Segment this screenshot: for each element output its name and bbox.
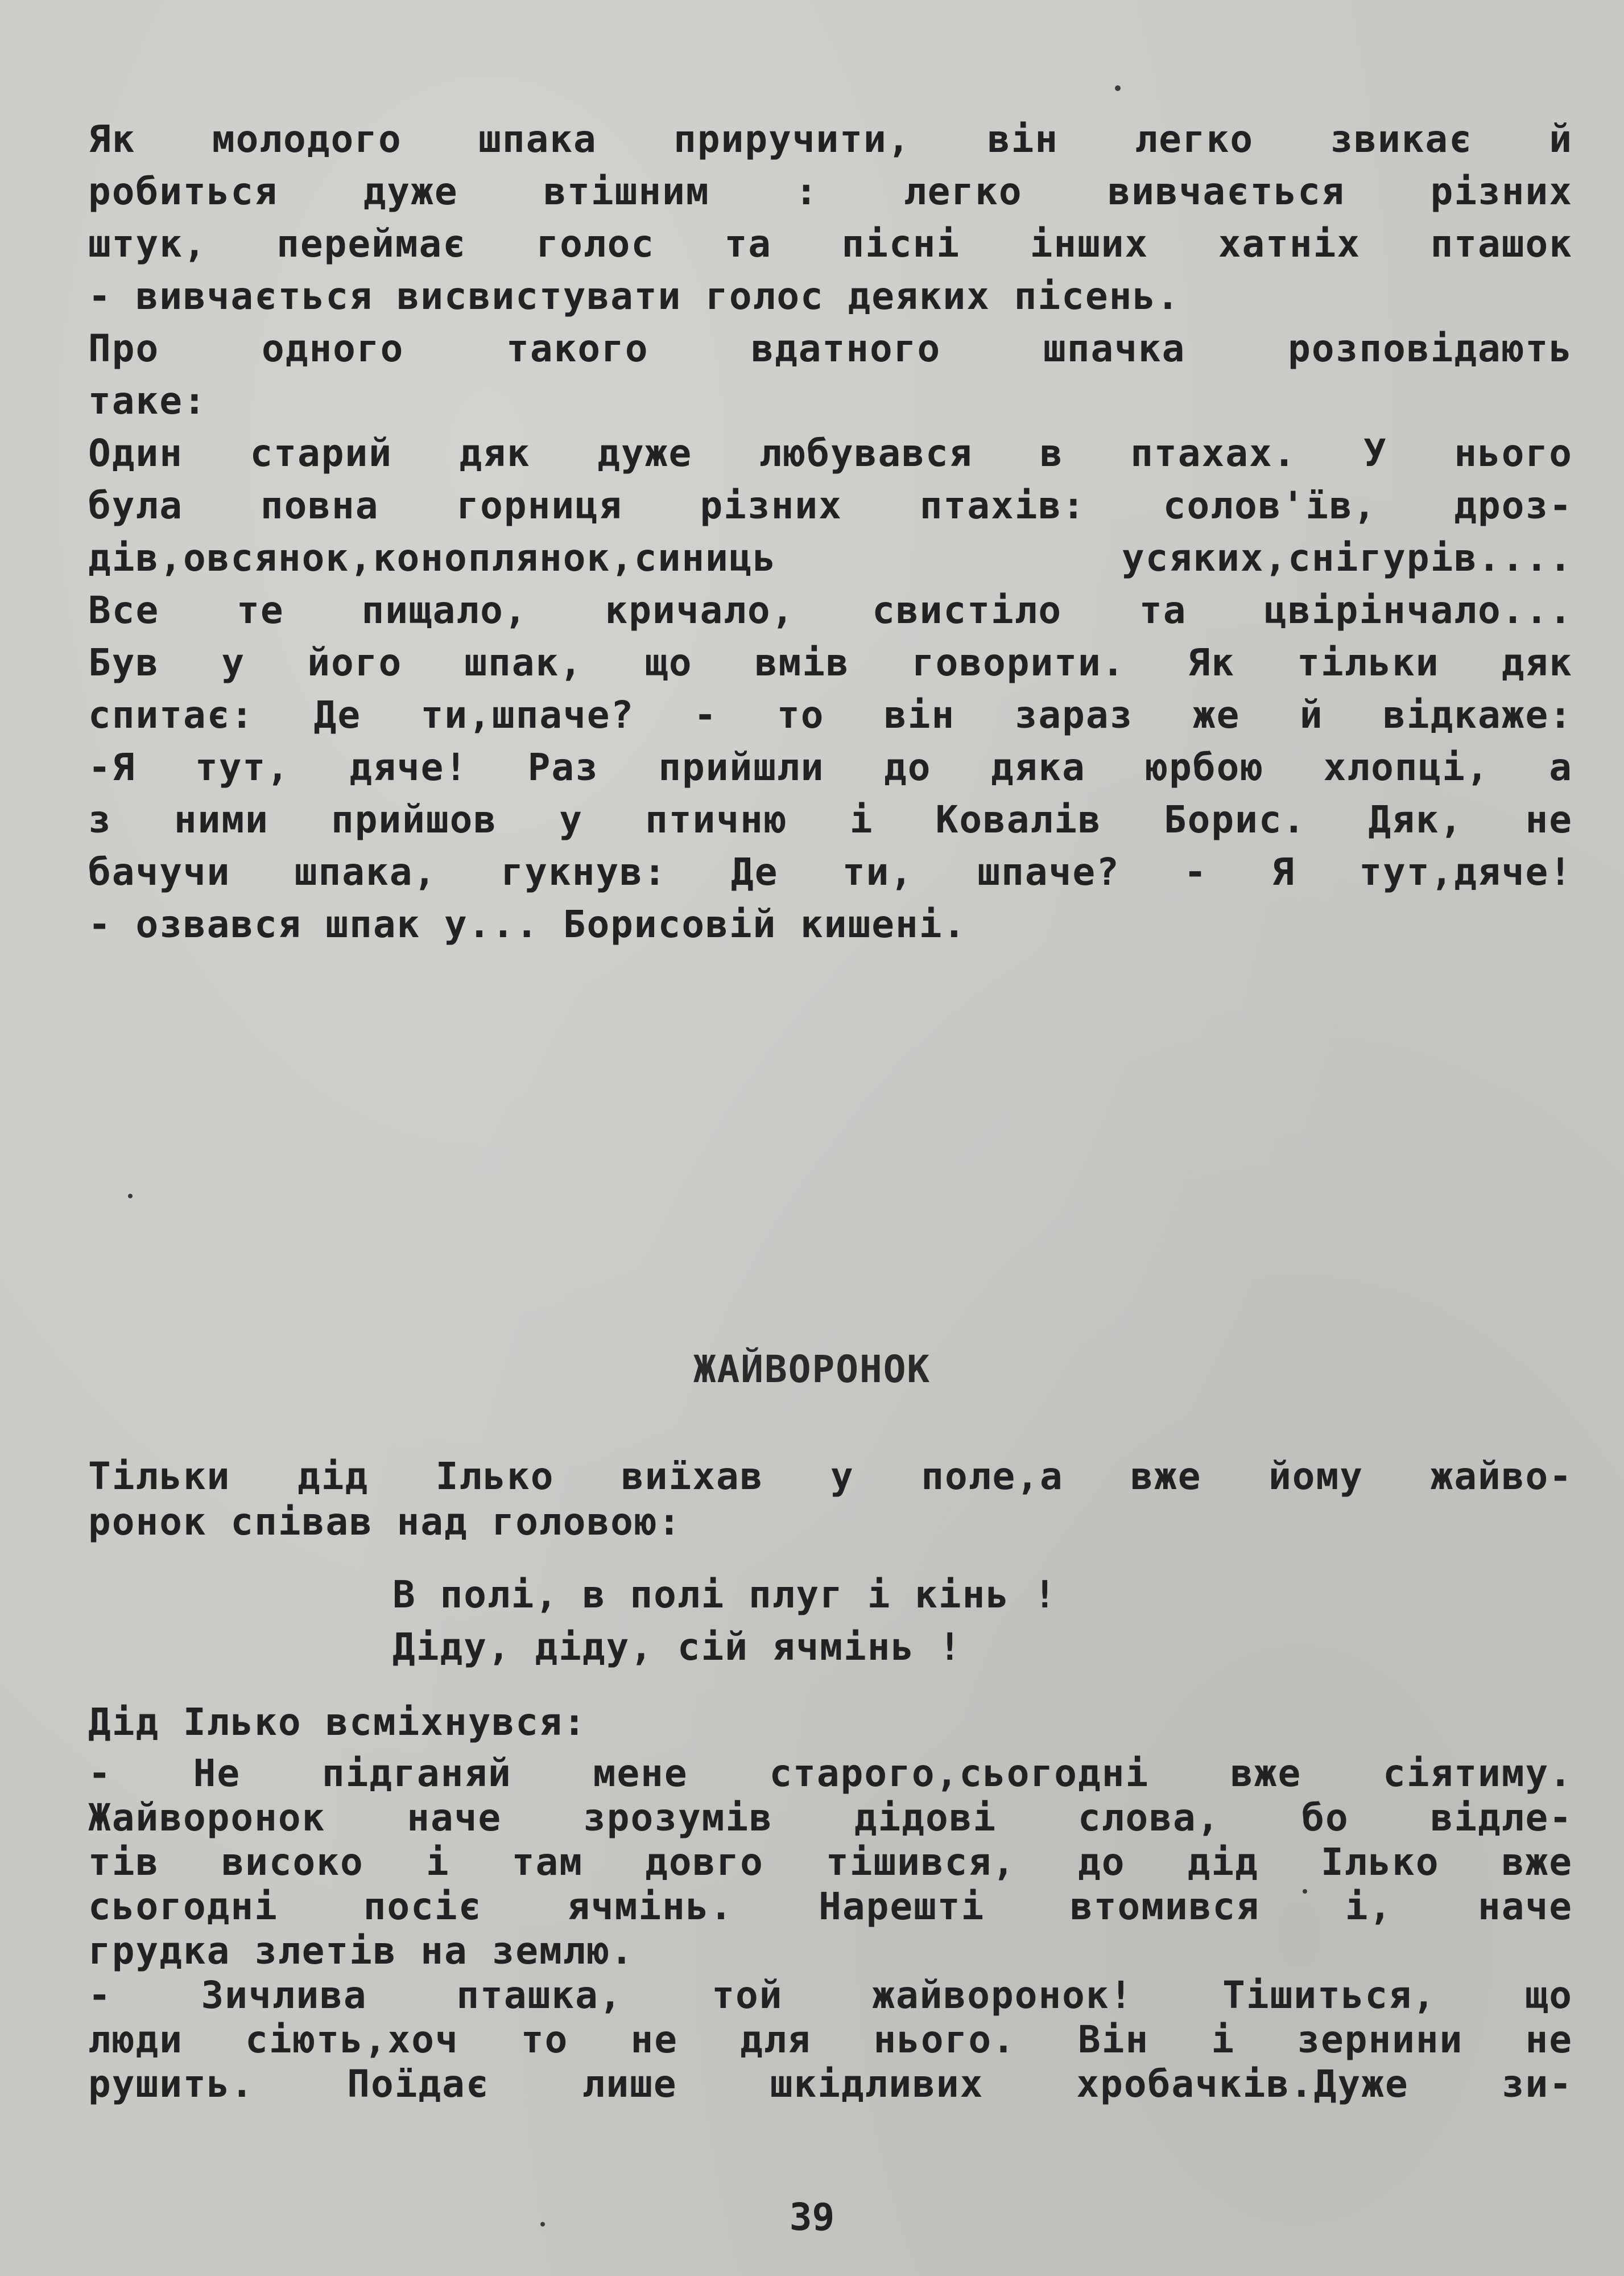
text-line: з ними прийшов у птичню і Ковалів Борис. Дяк, не <box>88 798 1573 842</box>
text-line: Жайворонок наче зрозумів дідові слова, бо відле- <box>88 1796 1573 1840</box>
verse-line: Діду, діду, сій ячмінь ! <box>392 1625 962 1669</box>
text-line: - Не підганяй мене старого,сьогодні вже сіятиму. <box>88 1751 1573 1795</box>
text-line: - озвався шпак у... Борисовій кишені. <box>88 902 967 946</box>
ink-speck <box>1115 85 1121 91</box>
text-line: Тільки дід Ілько виїхав у поле,а вже йому жайво- <box>88 1454 1573 1498</box>
text-line: Все те пищало, кричало, свистіло та цвірінчало... <box>88 588 1573 632</box>
text-line: - вивчається висвистувати голос деяких пісень. <box>88 274 1180 318</box>
text-line: спитає: Де ти,шпаче? - то він зараз же й відкаже: <box>88 693 1573 737</box>
verse-line: В полі, в полі плуг і кінь ! <box>392 1573 1057 1617</box>
text-line: Був у його шпак, що вмів говорити. Як тільки дяк <box>88 641 1573 685</box>
text-line: бачучи шпака, гукнув: Де ти, шпаче? - Я тут,дяче! <box>88 850 1573 894</box>
text-line: -Я тут, дяче! Раз прийшли до дяка юрбою хлопці, а <box>88 745 1573 789</box>
text-line: дів,овсянок,коноплянок,синиць усяких,снігурів.... <box>88 536 1573 580</box>
text-line: штук, переймає голос та пісні інших хатніх пташок <box>88 222 1573 266</box>
text-line: таке: <box>88 379 207 423</box>
text-line: Дід Ілько всміхнувся: <box>88 1700 587 1744</box>
text-line: грудка злетів на землю. <box>88 1929 634 1973</box>
text-line: робиться дуже втішним : легко вивчається різних <box>88 170 1573 213</box>
text-line: Як молодого шпака приручити, він легко звикає й <box>88 117 1573 161</box>
page-number: 39 <box>789 2195 835 2239</box>
text-line: рушить. Поїдає лише шкідливих хробачків.Дуже зи- <box>88 2062 1573 2106</box>
text-line: люди сіють,хоч то не для нього. Він і зернини не <box>88 2018 1573 2061</box>
text-line: сьогодні посіє ячмінь. Нарешті втомився і, наче <box>88 1885 1573 1928</box>
text-line: Про одного такого вдатного шпачка розповідають <box>88 327 1573 370</box>
text-line: ронок співав над головою: <box>88 1500 682 1544</box>
text-line: Один старий дяк дуже любувався в птахах. У нього <box>88 431 1573 475</box>
section-title: ЖАЙВОРОНОК <box>693 1347 931 1391</box>
text-line: була повна горниця різних птахів: солов'їв, дроз- <box>88 484 1573 527</box>
text-line: - Зичлива пташка, той жайворонок! Тішиться, що <box>88 1973 1573 2017</box>
text-line: тів високо і там довго тішився, до дід Ілько вже <box>88 1840 1573 1884</box>
ink-speck <box>128 1194 133 1198</box>
